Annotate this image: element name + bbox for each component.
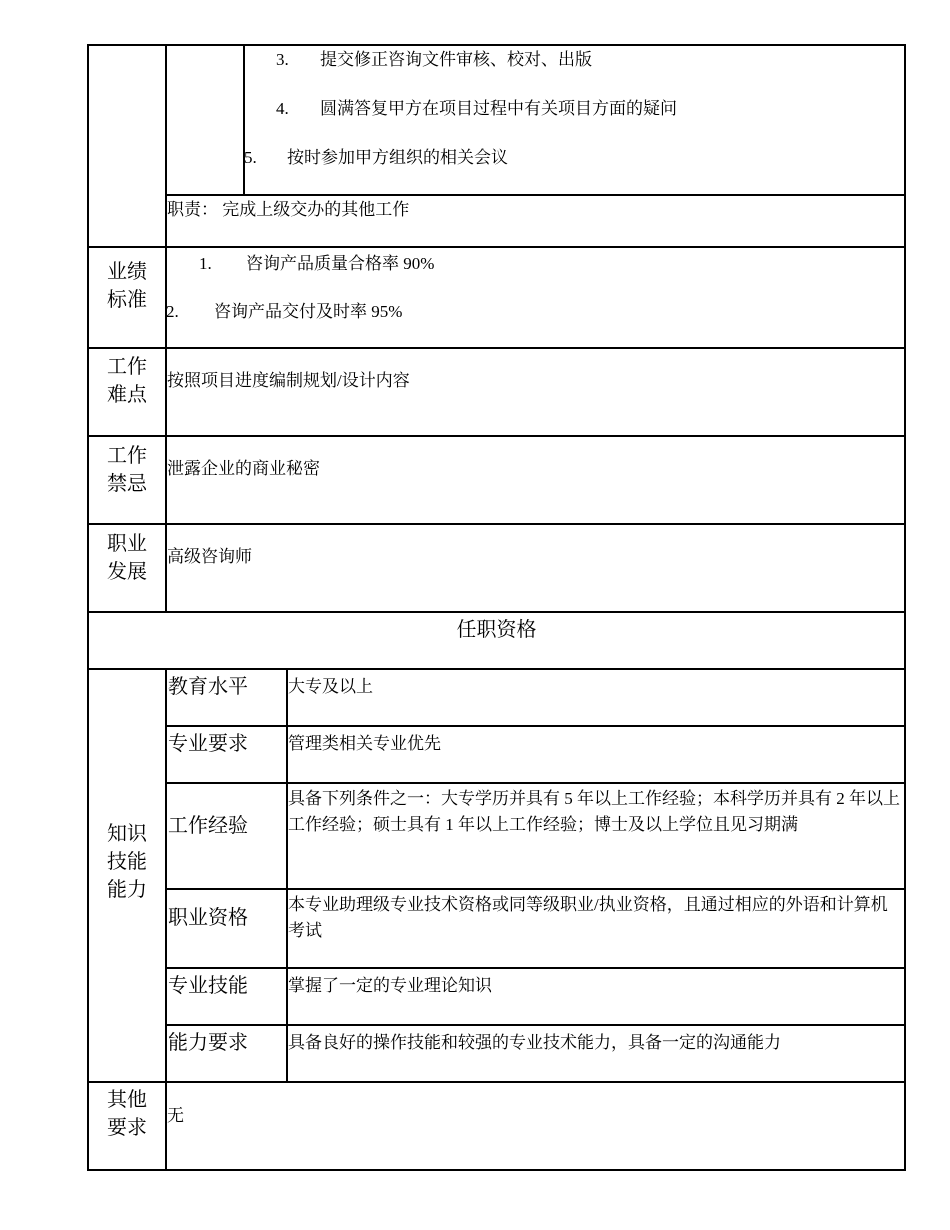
taboo-label: 工作 禁忌	[107, 445, 147, 495]
label-column-divider	[165, 44, 167, 612]
difficulty-label: 工作 难点	[107, 356, 147, 406]
qual-label-major: 专业要求	[168, 733, 248, 755]
qual-row-divider	[165, 782, 906, 784]
duty-item-3: 3. 提交修正咨询文件审核、校对、出版	[276, 50, 592, 69]
row-divider	[87, 246, 906, 248]
performance-item-1: 1. 咨询产品质量合格率 90%	[199, 254, 435, 273]
qual-row-divider	[165, 967, 906, 969]
duty-item-4: 4. 圆满答复甲方在项目过程中有关项目方面的疑问	[276, 99, 677, 118]
qual-value-education: 大专及以上	[288, 677, 373, 696]
row-divider	[87, 611, 906, 613]
row-divider	[165, 194, 906, 196]
qual-row-divider	[165, 888, 906, 890]
taboo-text: 泄露企业的商业秘密	[167, 459, 320, 478]
qual-label-certificate: 职业资格	[168, 907, 248, 929]
knowledge-skill-label: 知识 技能 能力	[107, 823, 147, 901]
performance-label: 业绩 标准	[107, 261, 147, 311]
row-divider	[87, 523, 906, 525]
career-label: 职业 发展	[107, 533, 147, 583]
row-divider	[87, 435, 906, 437]
qual-label-education: 教育水平	[168, 676, 248, 698]
other-text: 无	[167, 1106, 184, 1125]
row-divider	[87, 668, 906, 670]
row-divider	[87, 1081, 906, 1083]
qual-value-ability: 具备良好的操作技能和较强的专业技术能力，具备一定的沟通能力	[288, 1033, 781, 1052]
qual-value-experience: 具备下列条件之一：大专学历并具有 5 年以上工作经验；本科学历并具有 2 年以上工作经验；硕士具有 1 年以上工作经验；博士及以上学位且见习期满	[288, 789, 900, 834]
difficulty-text: 按照项目进度编制规划/设计内容	[167, 371, 410, 390]
qual-label-experience: 工作经验	[168, 815, 248, 837]
duty-item-5: 5. 按时参加甲方组织的相关会议	[244, 148, 508, 167]
other-label: 其他 要求	[107, 1089, 147, 1139]
qual-row-divider	[165, 1024, 906, 1026]
qual-label-skill: 专业技能	[168, 975, 248, 997]
qual-label-ability: 能力要求	[168, 1032, 248, 1054]
other-duty: 职责： 完成上级交办的其他工作	[167, 200, 410, 219]
row-divider	[87, 347, 906, 349]
qual-label-divider	[286, 669, 288, 1082]
qual-row-divider	[165, 725, 906, 727]
qual-value-skill: 掌握了一定的专业理论知识	[288, 976, 492, 995]
performance-item-2: 2. 咨询产品交付及时率 95%	[166, 302, 403, 321]
qual-value-major: 管理类相关专业优先	[288, 734, 441, 753]
qual-value-certificate: 本专业助理级专业技术资格或同等级职业/执业资格，且通过相应的外语和计算机考试	[288, 895, 888, 940]
section-title: 任职资格	[456, 619, 537, 641]
duty-inner-divider	[243, 44, 245, 195]
career-text: 高级咨询师	[167, 547, 252, 566]
